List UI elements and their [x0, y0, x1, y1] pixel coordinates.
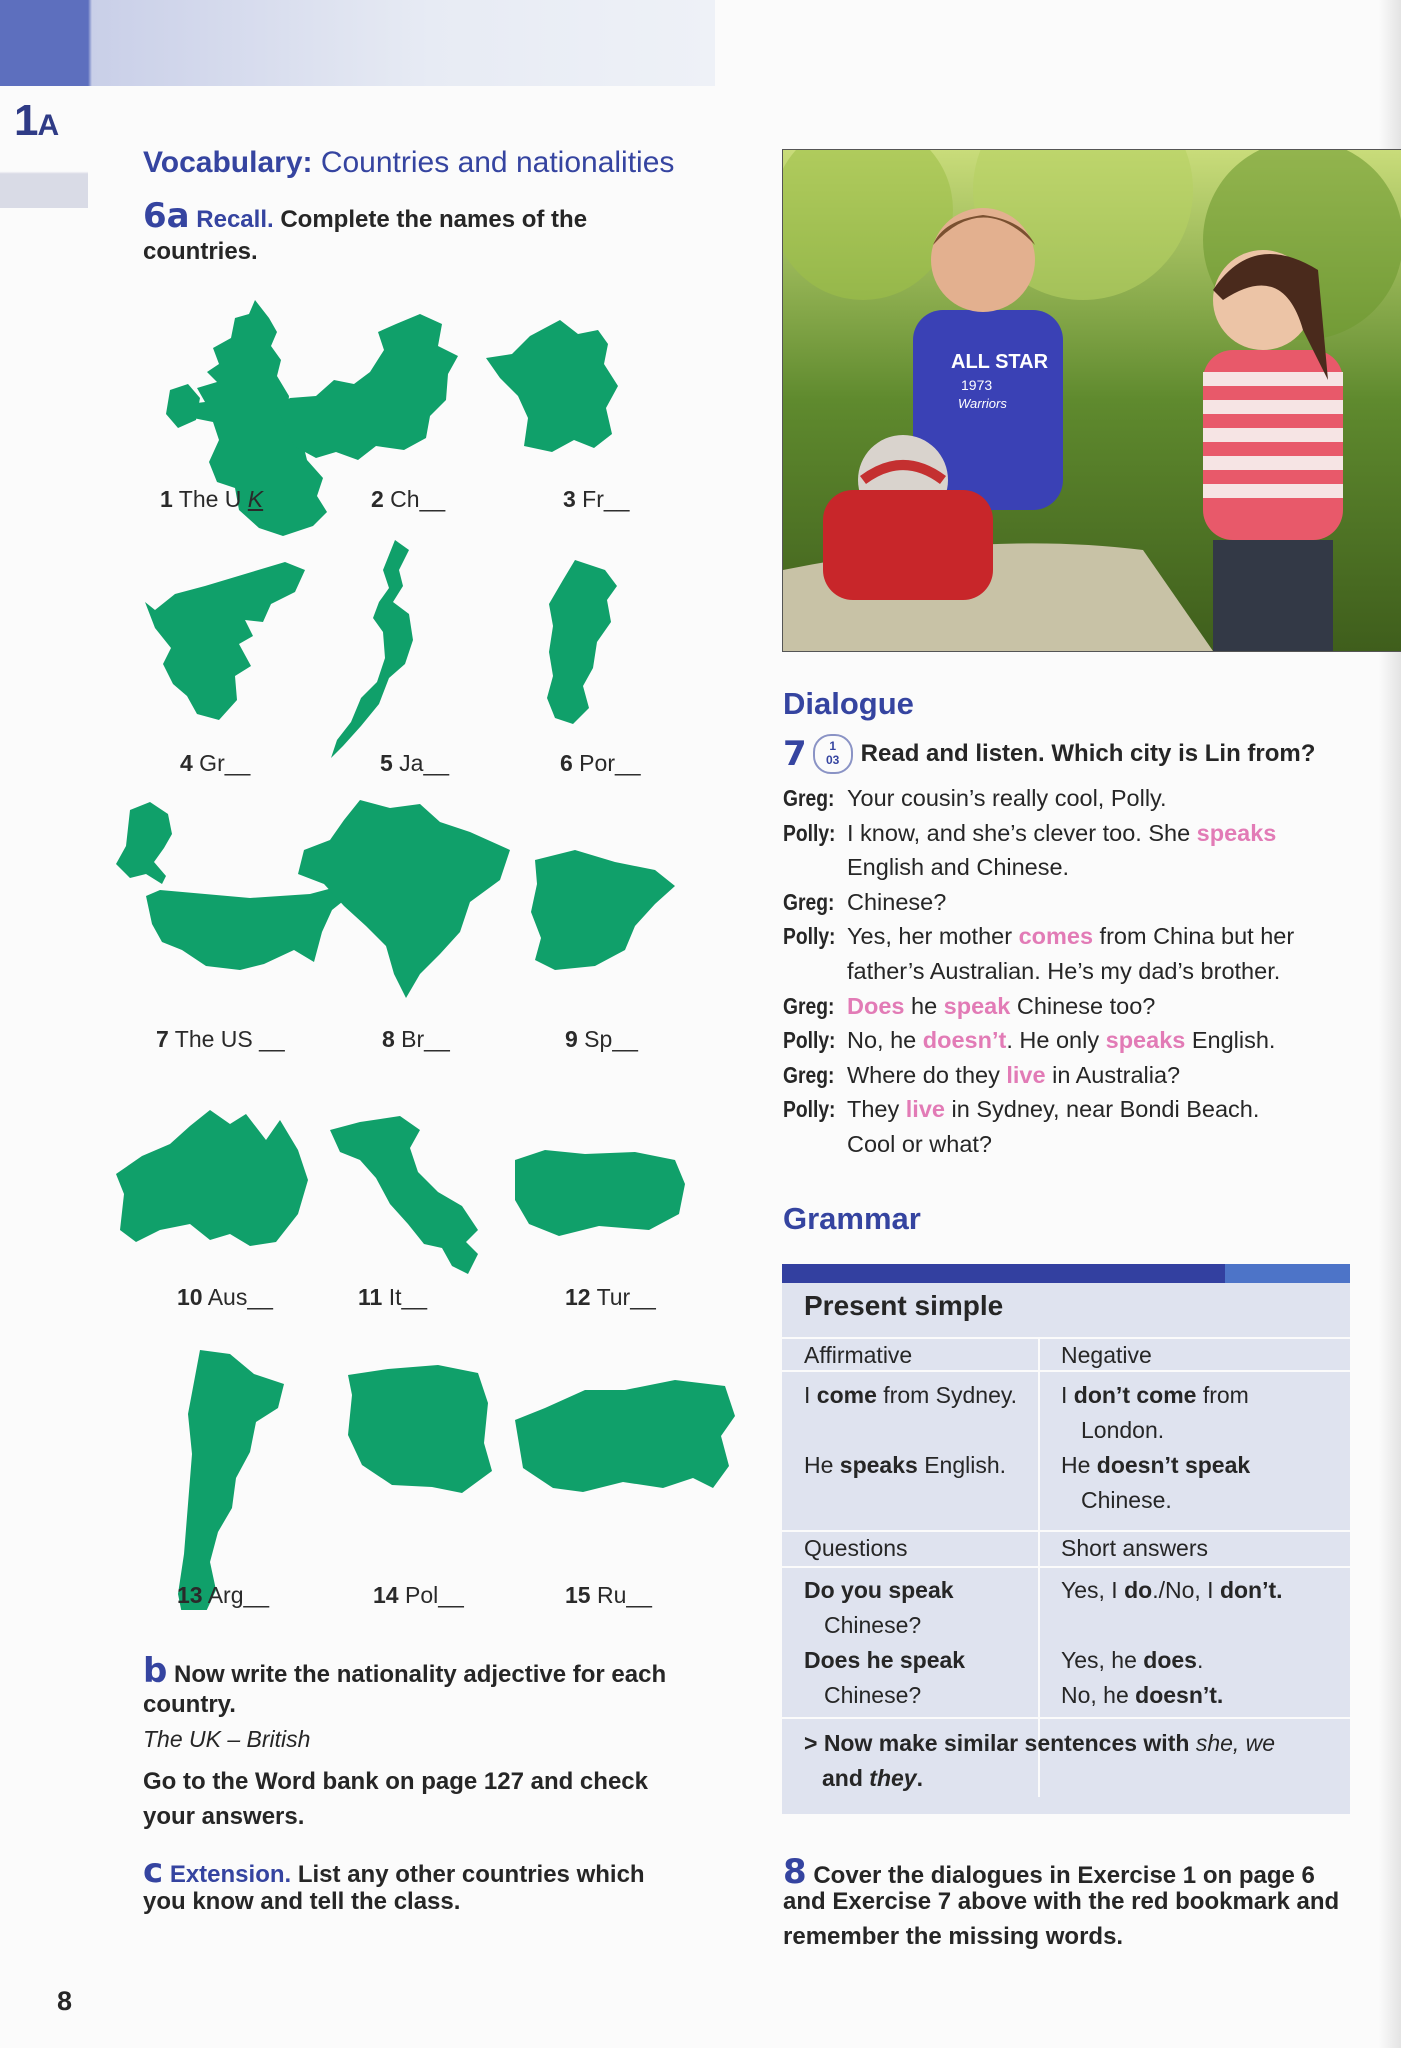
highlighted-verb: live: [1006, 1061, 1046, 1088]
greece-map: [145, 562, 305, 720]
text-run: Does: [804, 1647, 861, 1673]
highlighted-verb: Does: [847, 992, 905, 1019]
china-map: [276, 314, 458, 460]
ex6b-example: The UK – British: [143, 1726, 311, 1752]
text-run: English.: [1185, 1027, 1276, 1054]
speaker-name: Polly:: [783, 819, 836, 846]
ex6c-instruction: c Extension. List any other countries which: [143, 1851, 645, 1891]
highlighted-verb: speaks: [1105, 1027, 1186, 1054]
country-label-12: 12 Tur__: [565, 1284, 656, 1310]
text-run: doesn’t.: [1135, 1682, 1224, 1708]
question-1: [804, 1577, 954, 1604]
ex8-instruction-line3: remember the missing words.: [783, 1923, 1124, 1950]
grammar-task-cont: and they.: [822, 1765, 923, 1791]
neg-example-2: [1061, 1452, 1250, 1479]
text-run: Cool or what?: [847, 1131, 992, 1157]
speaker-name: Greg:: [783, 888, 835, 915]
country-label-11: 11 It__: [358, 1284, 428, 1310]
text-run: from Sydney.: [876, 1382, 1018, 1408]
text-run: don’t.: [1219, 1577, 1283, 1603]
text-run: from: [1196, 1382, 1249, 1408]
grammar-box-title: Present simple: [804, 1290, 1004, 1321]
speaker-name: Greg:: [783, 1061, 835, 1088]
dialogue-text: [847, 989, 1155, 1024]
dialogue-line: [783, 816, 1343, 851]
aff-example-2: [804, 1452, 1006, 1479]
text-run: English and Chinese.: [847, 854, 1070, 881]
dialogue-text: [847, 919, 1294, 954]
text-run: I: [1061, 1382, 1074, 1408]
russia-map: [515, 1380, 735, 1492]
ex8-instruction-line2: and Exercise 7 above with the red bookmark and: [783, 1888, 1340, 1915]
speaker-name: Polly:: [783, 923, 836, 950]
ex6c-instruction-line2: you know and tell the class.: [143, 1888, 461, 1915]
highlighted-verb: live: [905, 1096, 945, 1123]
text-run: you speak: [834, 1577, 954, 1603]
text-run: I know, and she’s clever too. She: [847, 819, 1197, 846]
dialogue-text: [847, 1023, 1275, 1058]
vocabulary-heading: Vocabulary: Countries and nationalities: [143, 146, 675, 179]
dialogue-heading: Dialogue: [783, 686, 914, 721]
text-run: No, he: [847, 1027, 923, 1054]
top-color-band: [0, 0, 715, 86]
text-run: don’t come: [1073, 1382, 1197, 1408]
country-label-8: 8 Br__: [382, 1026, 450, 1052]
portugal-map: [547, 560, 617, 724]
aff-example-1: [804, 1382, 1017, 1409]
audio-track-icon[interactable]: 1 03: [813, 734, 853, 774]
usa-map: [116, 802, 360, 970]
country-label-2: 2 Ch__: [371, 486, 446, 512]
text-run: come: [816, 1382, 877, 1408]
country-label-6: 6 Por__: [560, 750, 641, 776]
poland-map: [348, 1365, 492, 1493]
dialogue-line: [783, 1058, 1343, 1093]
country-label-9: 9 Sp__: [565, 1026, 638, 1052]
text-run: Chinese too?: [1010, 992, 1156, 1019]
country-map-grid: [100, 270, 740, 1610]
country-label-5: 5 Ja__: [380, 750, 450, 776]
grammar-box: [782, 1264, 1350, 1814]
dialogue-text: [847, 954, 1280, 989]
text-run: doesn’t speak: [1096, 1452, 1251, 1478]
japan-map: [331, 540, 413, 758]
country-label-14: 14 Pol__: [373, 1582, 464, 1608]
dialogue-text: [847, 816, 1276, 851]
neg-example-1: [1061, 1382, 1249, 1409]
highlighted-verb: speak: [943, 992, 1011, 1019]
speaker-name: Greg:: [783, 785, 835, 811]
country-label-1: 1 The U K: [160, 486, 264, 512]
text-run: He: [804, 1452, 840, 1478]
spain-map: [531, 850, 675, 970]
ex6a-instruction: 6a Recall. Complete the names of the: [143, 196, 588, 236]
text-run: does: [1143, 1647, 1197, 1673]
col-short-answers: Short answers: [1061, 1535, 1209, 1561]
country-label-3: 3 Fr__: [563, 486, 630, 512]
word-bank-line1: Go to the Word bank on page 127 and check: [143, 1768, 648, 1795]
dialogue-text: [847, 885, 946, 920]
photo-illustration: [783, 150, 1401, 651]
text-run: I: [804, 1382, 817, 1408]
speaker-name: Polly:: [783, 1027, 836, 1054]
red-sports-bag: [823, 490, 993, 600]
dialogue-line: [783, 1092, 1343, 1127]
dialogue-text: [847, 781, 1167, 816]
shirt-text-line3: Warriors: [958, 396, 1007, 411]
france-map: [486, 320, 618, 452]
dialogue-line: [783, 989, 1343, 1024]
dialogue-line: [783, 885, 1343, 920]
highlighted-verb: comes: [1018, 923, 1094, 950]
dialogue-photo: [782, 149, 1401, 652]
text-run: English.: [917, 1452, 1007, 1478]
question-2-cont: Chinese?: [824, 1682, 922, 1708]
dialogue-line: [783, 781, 1343, 816]
col-questions: Questions: [804, 1535, 908, 1561]
country-label-15: 15 Ru__: [565, 1582, 652, 1608]
dialogue-text: [847, 1092, 1259, 1127]
shirt-text-line1: ALL STAR: [951, 351, 1049, 373]
text-run: in Sydney, near Bondi Beach.: [944, 1096, 1260, 1123]
highlighted-verb: doesn’t: [922, 1027, 1007, 1054]
text-run: Yes, her mother: [847, 923, 1019, 950]
text-run: speaks: [839, 1452, 918, 1478]
speaker-name: Polly:: [783, 1096, 836, 1123]
dialogue-line: [783, 1023, 1343, 1058]
grammar-heading: Grammar: [783, 1201, 921, 1236]
ex8-instruction: 8 Cover the dialogues in Exercise 1 on page 6: [783, 1852, 1315, 1892]
dialogue-text: [847, 1127, 992, 1162]
text-run: Yes, I: [1061, 1577, 1125, 1603]
dialogue-text: [847, 850, 1069, 885]
ex7-instruction: 7 1 03 Read and listen. Which city is Lin from?: [783, 734, 1316, 774]
text-run: he: [904, 992, 944, 1019]
italy-map: [330, 1116, 478, 1274]
boy-head: [931, 208, 1035, 312]
text-run: .: [1152, 1577, 1159, 1603]
col-affirmative: Affirmative: [804, 1342, 913, 1368]
text-run: do: [1124, 1577, 1153, 1603]
text-run: /No, I: [1158, 1577, 1220, 1603]
country-label-7: 7 The US __: [156, 1026, 285, 1052]
short-answer-3: [1061, 1682, 1223, 1709]
text-run: Do: [804, 1577, 835, 1603]
country-label-10: 10 Aus__: [177, 1284, 273, 1310]
text-run: Where do they: [847, 1061, 1007, 1088]
ex6b-instruction: b Now write the nationality adjective for each: [143, 1651, 667, 1691]
word-bank-line2: your answers.: [143, 1803, 305, 1830]
unit-label: 1A: [14, 96, 59, 145]
country-label-13: 13 Arg__: [177, 1582, 270, 1608]
argentina-map: [178, 1350, 284, 1610]
ex6a-instruction-line2: countries.: [143, 238, 258, 265]
text-run: Chinese?: [847, 888, 947, 915]
grammar-task: > Now make similar sentences with she, we: [804, 1730, 1276, 1756]
australia-map: [116, 1110, 308, 1246]
highlighted-verb: speaks: [1196, 819, 1277, 846]
text-run: Your cousin’s really cool, Polly.: [847, 785, 1167, 811]
text-run: in Australia?: [1045, 1061, 1181, 1088]
speaker-name: Greg:: [783, 992, 835, 1019]
short-answer-2: [1061, 1647, 1203, 1674]
country-label-4: 4 Gr__: [180, 750, 251, 776]
neg-example-2-cont: Chinese.: [1081, 1487, 1172, 1513]
text-run: he speak: [860, 1647, 966, 1673]
text-run: .: [1196, 1647, 1204, 1673]
question-1-cont: Chinese?: [824, 1612, 922, 1638]
dialogue-text: [847, 1058, 1180, 1093]
text-run: No, he: [1061, 1682, 1136, 1708]
neg-example-1-cont: London.: [1081, 1417, 1165, 1443]
text-run: They: [847, 1096, 906, 1123]
turkey-map: [515, 1150, 685, 1236]
text-run: Yes, he: [1061, 1647, 1144, 1673]
page-number: 8: [57, 1986, 73, 2016]
shirt-text-line2: 1973: [961, 377, 993, 393]
question-2: [804, 1647, 965, 1674]
dialogue-line: [783, 919, 1343, 954]
text-run: He: [1061, 1452, 1097, 1478]
text-run: father’s Australian. He’s my dad’s brother.: [847, 958, 1281, 984]
ex6b-instruction-line2: country.: [143, 1691, 236, 1718]
short-answer-1: [1061, 1577, 1283, 1604]
text-run: . He only: [1006, 1027, 1106, 1054]
text-run: from China but her: [1093, 923, 1295, 950]
col-negative: Negative: [1061, 1342, 1152, 1368]
